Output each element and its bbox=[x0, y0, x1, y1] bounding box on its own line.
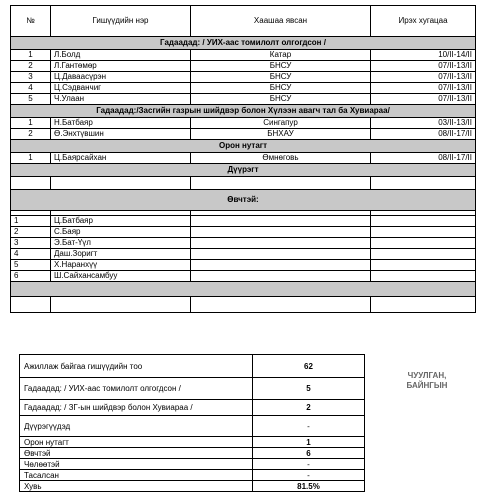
row-destination: БНХАУ bbox=[191, 129, 371, 140]
row-number: 1 bbox=[11, 216, 51, 227]
summary-table bbox=[19, 354, 365, 492]
side-note-line: ЧУУЛГАН, bbox=[407, 371, 447, 380]
row-date: 07/II-13/II bbox=[371, 94, 476, 105]
section-row-abroad-parliament bbox=[11, 37, 476, 50]
row-name: Э.Бат-Үүл bbox=[51, 238, 191, 249]
row-number: 1 bbox=[11, 50, 51, 61]
row-destination: БНСУ bbox=[191, 94, 371, 105]
section-row-district bbox=[11, 164, 476, 177]
section-row-local bbox=[11, 140, 476, 153]
header-return-date: Ирэх хугацаа bbox=[371, 6, 476, 37]
summary-value: 62 bbox=[253, 355, 365, 378]
row-number: 4 bbox=[11, 83, 51, 94]
summary-label: Ажиллаж байгаа гишүүдийн тоо bbox=[20, 355, 253, 378]
row-name: Ц.Батбаяр bbox=[51, 216, 191, 227]
section-title: Өвчтэй: bbox=[11, 190, 476, 211]
row-number: 1 bbox=[11, 118, 51, 129]
section-row-sick bbox=[11, 190, 476, 211]
table-row bbox=[11, 50, 476, 61]
summary-row bbox=[20, 437, 365, 448]
summary-row bbox=[20, 355, 365, 378]
row-number: 6 bbox=[11, 271, 51, 282]
summary-value: 2 bbox=[253, 400, 365, 416]
header-number: № bbox=[11, 6, 51, 37]
summary-row bbox=[20, 448, 365, 459]
table-row bbox=[11, 61, 476, 72]
row-name: Ш.Сайханcамбуу bbox=[51, 271, 191, 282]
row-name: Ц.Сэдванчиг bbox=[51, 83, 191, 94]
row-number: 3 bbox=[11, 238, 51, 249]
row-name: Ө.Энхтүвшин bbox=[51, 129, 191, 140]
row-date: 07/II-13/II bbox=[371, 61, 476, 72]
row-destination: БНСУ bbox=[191, 83, 371, 94]
row-number: 2 bbox=[11, 61, 51, 72]
summary-label: Өвчтэй bbox=[20, 448, 253, 459]
row-name: Ц.Баярсайхан bbox=[51, 153, 191, 164]
table-row bbox=[11, 94, 476, 105]
header-destination: Хаашаа явсан bbox=[191, 6, 371, 37]
table-row bbox=[11, 153, 476, 164]
row-name: Х.Наранхүү bbox=[51, 260, 191, 271]
summary-row bbox=[20, 378, 365, 400]
row-date: 03/II-13/II bbox=[371, 118, 476, 129]
summary-label: Тасалсан bbox=[20, 470, 253, 481]
section-row-empty bbox=[11, 282, 476, 297]
summary-value: - bbox=[253, 470, 365, 481]
summary-value: 6 bbox=[253, 448, 365, 459]
row-name: Ч.Улаан bbox=[51, 94, 191, 105]
side-note bbox=[382, 371, 472, 391]
attendance-table bbox=[10, 5, 476, 313]
row-name: Ц.Даваасүрэн bbox=[51, 72, 191, 83]
row-destination: Өмнөговь bbox=[191, 153, 371, 164]
row-number: 5 bbox=[11, 94, 51, 105]
table-row bbox=[11, 72, 476, 83]
summary-value: 81.5% bbox=[253, 481, 365, 492]
row-name: Л.Гантөмөр bbox=[51, 61, 191, 72]
table-header-row bbox=[11, 6, 476, 37]
row-destination: Сингапур bbox=[191, 118, 371, 129]
row-destination: БНСУ bbox=[191, 72, 371, 83]
row-name: Н.Батбаяр bbox=[51, 118, 191, 129]
summary-label: Гадаадад: / УИХ-аас томилолт олгогдсон / bbox=[20, 378, 253, 400]
row-date: 10/II-14/II bbox=[371, 50, 476, 61]
blank-row bbox=[11, 177, 476, 190]
row-date: 07/II-13/II bbox=[371, 83, 476, 94]
row-number: 1 bbox=[11, 153, 51, 164]
summary-value: - bbox=[253, 459, 365, 470]
row-name: Л.Болд bbox=[51, 50, 191, 61]
row-date: 07/II-13/II bbox=[371, 72, 476, 83]
row-number: 3 bbox=[11, 72, 51, 83]
summary-label: Орон нутагт bbox=[20, 437, 253, 448]
side-note-line: БАЙНГЫН bbox=[406, 381, 448, 390]
table-row bbox=[11, 216, 476, 227]
summary-value: 1 bbox=[253, 437, 365, 448]
section-title: Дүүрэгт bbox=[11, 164, 476, 177]
row-destination: БНСУ bbox=[191, 61, 371, 72]
row-number: 2 bbox=[11, 227, 51, 238]
row-number: 4 bbox=[11, 249, 51, 260]
summary-row bbox=[20, 481, 365, 492]
row-number: 2 bbox=[11, 129, 51, 140]
summary-label: Хувь bbox=[20, 481, 253, 492]
row-destination: Катар bbox=[191, 50, 371, 61]
table-row bbox=[11, 129, 476, 140]
table-row bbox=[11, 118, 476, 129]
row-name: С.Баяр bbox=[51, 227, 191, 238]
row-date: 08/II-17/II bbox=[371, 153, 476, 164]
table-row bbox=[11, 271, 476, 282]
summary-row bbox=[20, 459, 365, 470]
table-row bbox=[11, 227, 476, 238]
blank-row bbox=[11, 297, 476, 313]
summary-value: - bbox=[253, 416, 365, 437]
summary-label: Дүүрэгүүдэд bbox=[20, 416, 253, 437]
header-member-name: Гишүүдийн нэр bbox=[51, 6, 191, 37]
summary-label: Гадаадад: / ЗГ-ын шийдвэр болон Хувиараа / bbox=[20, 400, 253, 416]
row-date: 08/II-17/II bbox=[371, 129, 476, 140]
table-row bbox=[11, 83, 476, 94]
section-title: Гадаадад:/Засгийн газрын шийдвэр болон Хүлээн авагч тал ба Хувиараа/ bbox=[11, 105, 476, 118]
table-row bbox=[11, 260, 476, 271]
section-row-abroad-government bbox=[11, 105, 476, 118]
summary-label: Чөлөөтэй bbox=[20, 459, 253, 470]
summary-value: 5 bbox=[253, 378, 365, 400]
row-name: Даш.Зоригт bbox=[51, 249, 191, 260]
section-title: Орон нутагт bbox=[11, 140, 476, 153]
table-row bbox=[11, 249, 476, 260]
summary-row bbox=[20, 470, 365, 481]
row-number: 5 bbox=[11, 260, 51, 271]
table-row bbox=[11, 238, 476, 249]
summary-row bbox=[20, 400, 365, 416]
summary-row bbox=[20, 416, 365, 437]
section-title: Гадаадад: / УИХ-аас томилолт олгогдсон / bbox=[11, 37, 476, 50]
